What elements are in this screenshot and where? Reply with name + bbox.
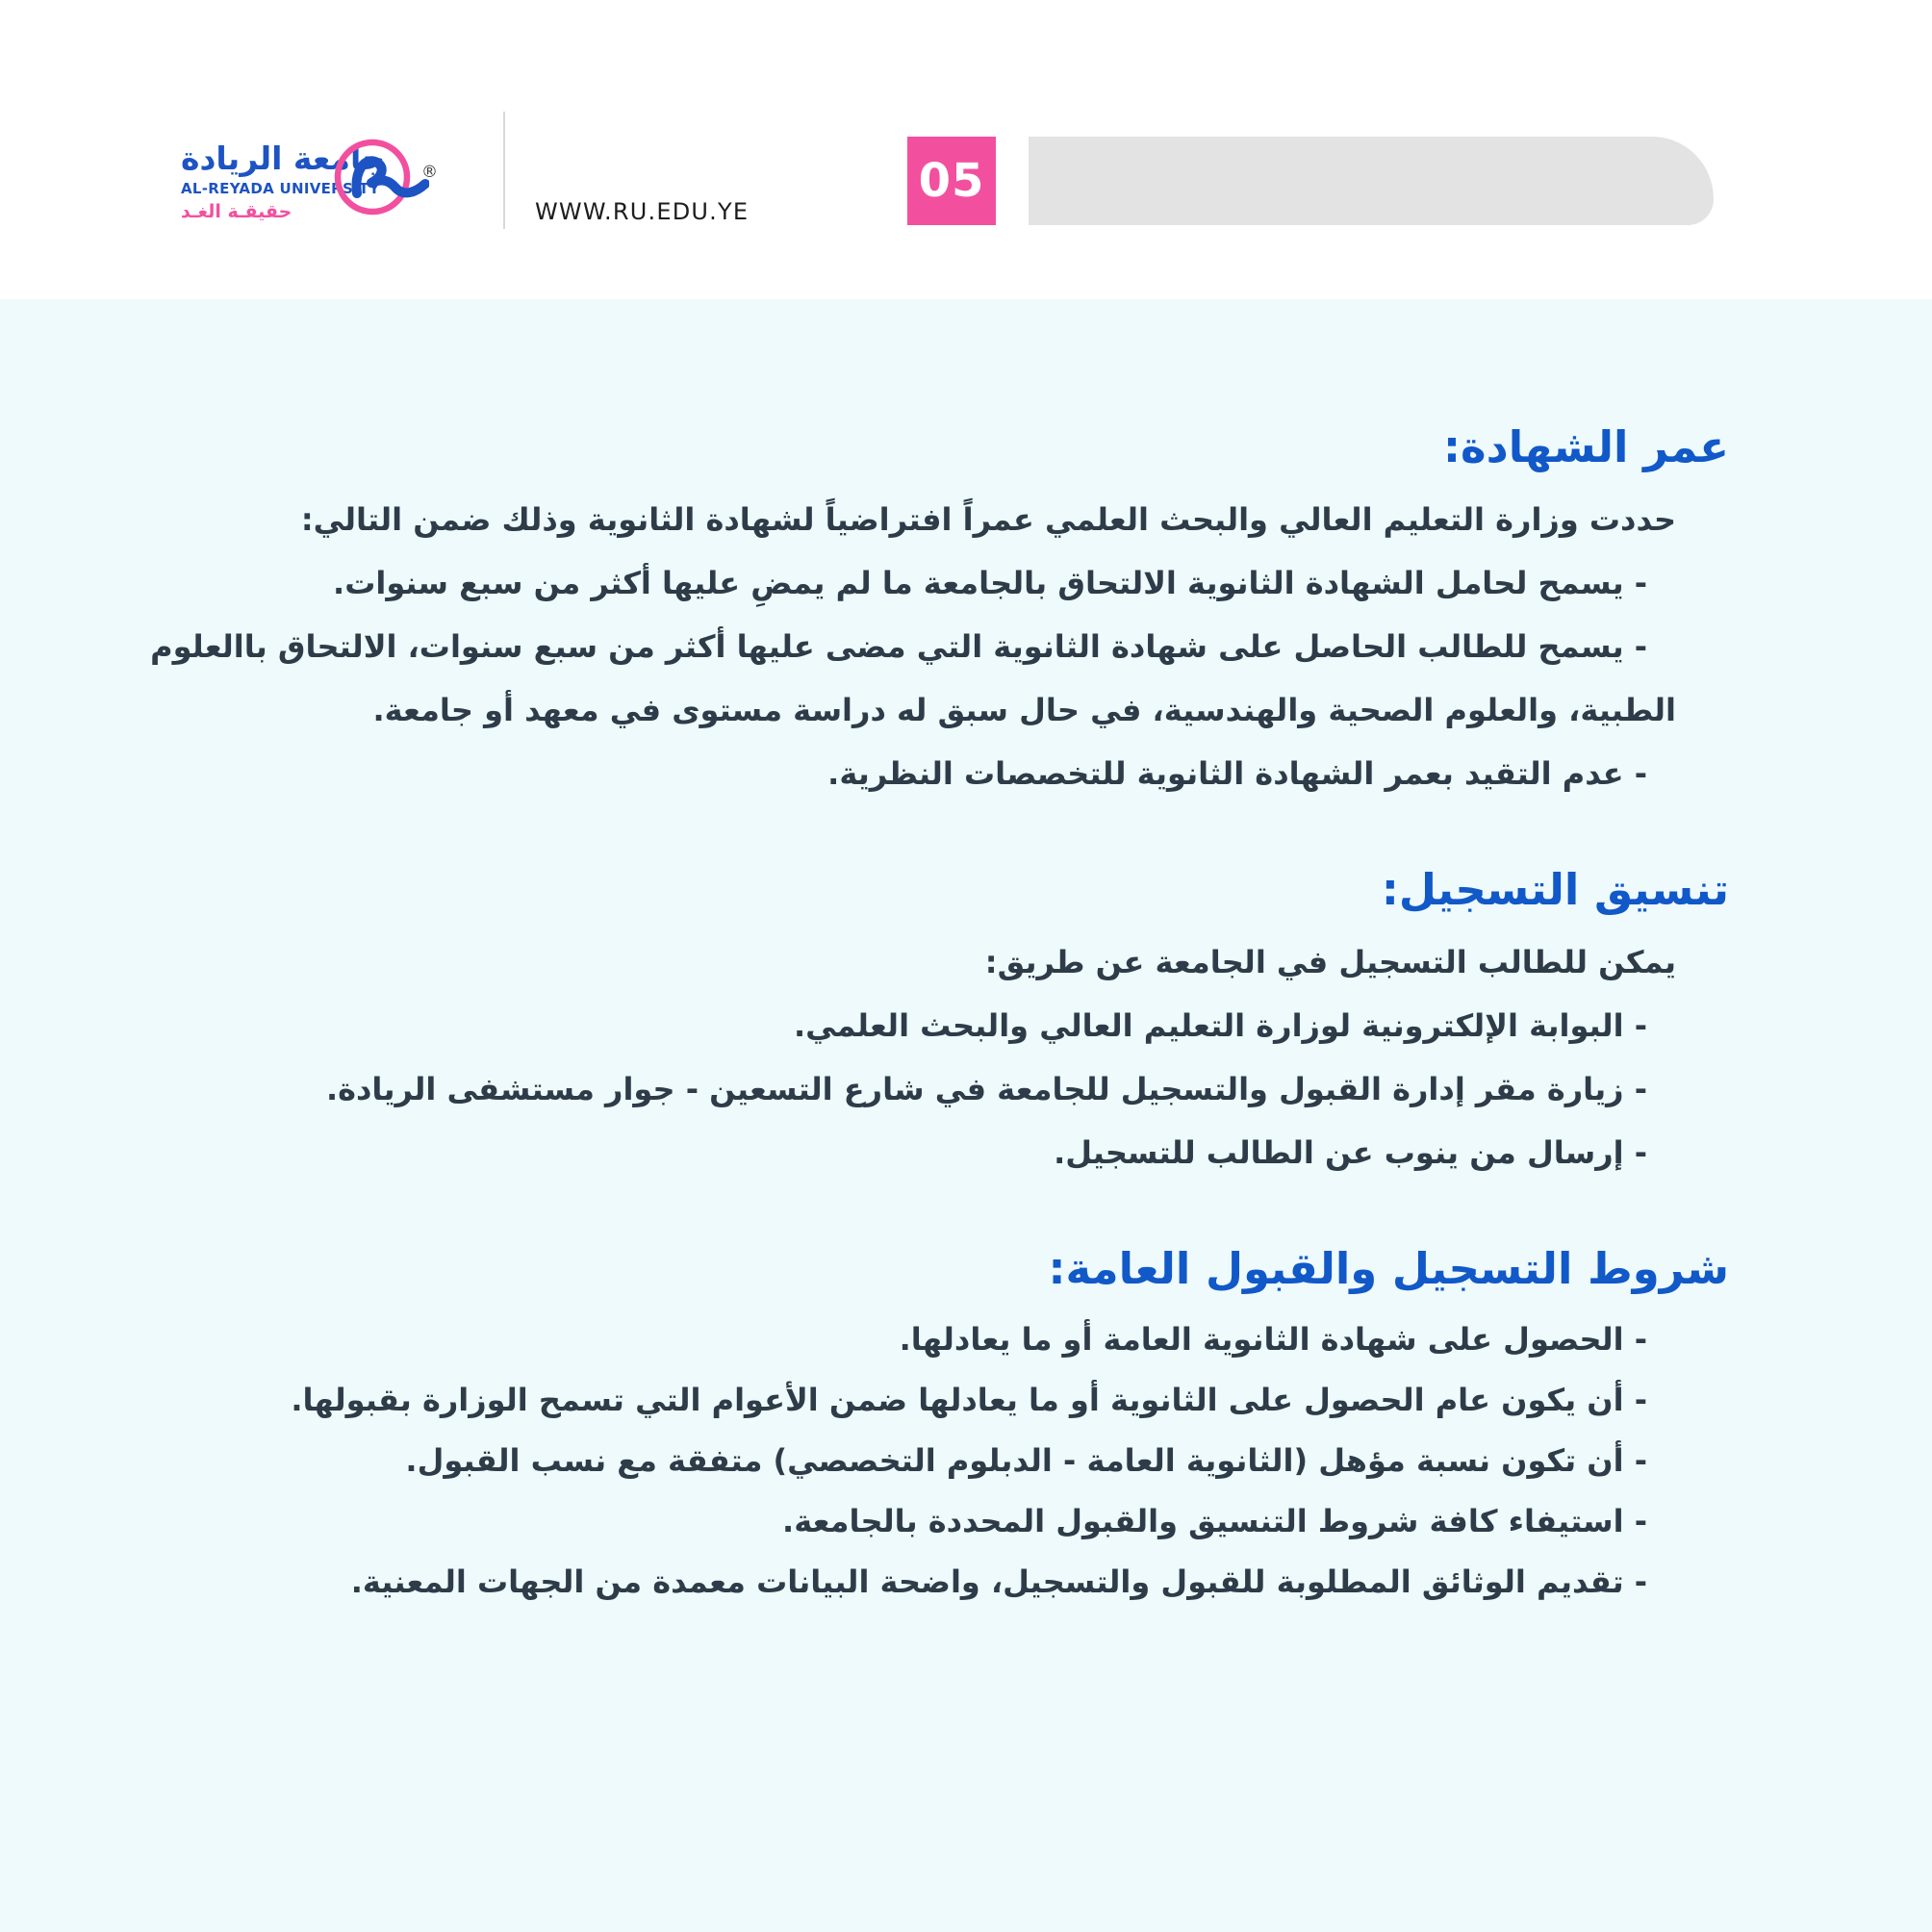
section-heading: عمر الشهادة:	[1443, 421, 1729, 472]
text-line: - إرسال من ينوب عن الطالب للتسجيل.	[1054, 1134, 1647, 1171]
header-decor-bar	[1029, 137, 1714, 225]
section	[58, 1240, 1729, 1613]
section-heading: تنسيق التسجيل:	[1381, 864, 1729, 915]
university-logo	[181, 138, 633, 243]
text-line: - تقديم الوثائق المطلوبة للقبول والتسجيل، واضحة البيانات معمدة من الجهات المعنية.	[350, 1563, 1647, 1600]
page-number-badge: 05	[907, 137, 996, 225]
text-line: يمكن للطالب التسجيل في الجامعة عن طريق:	[984, 944, 1676, 980]
text-line: - يسمح لحامل الشهادة الثانوية الالتحاق بالجامعة ما لم يمضِ عليها أكثر من سبع سنوات.	[333, 565, 1647, 601]
logo-title-english: AL-REYADA UNIVERSITY	[181, 180, 380, 197]
logo-tagline: حقيقـة الغـد	[181, 201, 292, 222]
header-divider	[503, 112, 505, 229]
registered-trademark: ®	[421, 163, 438, 182]
text-line: - يسمح للطالب الحاصل على شهادة الثانوية التي مضى عليها أكثر من سبع سنوات، الالتحاق باالعلوم	[150, 628, 1647, 665]
website-url: WWW.RU.EDU.YE	[535, 198, 750, 225]
reyada-logo-mark-icon	[333, 132, 429, 220]
text-line: - استيفاء كافة شروط التنسيق والقبول المحددة بالجامعة.	[782, 1503, 1647, 1539]
text-line: الطبية، والعلوم الصحية والهندسية، في حال سبق له دراسة مستوى في معهد أو جامعة.	[372, 692, 1676, 728]
text-line: - الحصول على شهادة الثانوية العامة أو ما يعادلها.	[899, 1321, 1647, 1358]
logo-title-arabic: جامعة الريادة	[181, 140, 386, 177]
text-line: - أن يكون عام الحصول على الثانوية أو ما يعادلها ضمن الأعوام التي تسمح الوزارة بقبولها.	[291, 1382, 1647, 1418]
header	[0, 0, 1932, 299]
section-heading: شروط التسجيل والقبول العامة:	[1048, 1243, 1729, 1294]
section	[58, 861, 1729, 1184]
text-line: - البوابة الإلكترونية لوزارة التعليم العالي والبحث العلمي.	[793, 1007, 1647, 1044]
text-line: حددت وزارة التعليم العالي والبحث العلمي عمراً افتراضياً لشهادة الثانوية وذلك ضمن التالي:	[300, 501, 1676, 538]
text-line: - زيارة مقر إدارة القبول والتسجيل للجامعة في شارع التسعين - جوار مستشفى الريادة.	[325, 1071, 1647, 1107]
text-line: - عدم التقيد بعمر الشهادة الثانوية للتخصصات النظرية.	[827, 755, 1647, 792]
text-line: - أن تكون نسبة مؤهل (الثانوية العامة - الدبلوم التخصصي) متفقة مع نسب القبول.	[405, 1442, 1647, 1479]
section	[58, 419, 1729, 805]
content-sections	[0, 299, 1932, 1932]
